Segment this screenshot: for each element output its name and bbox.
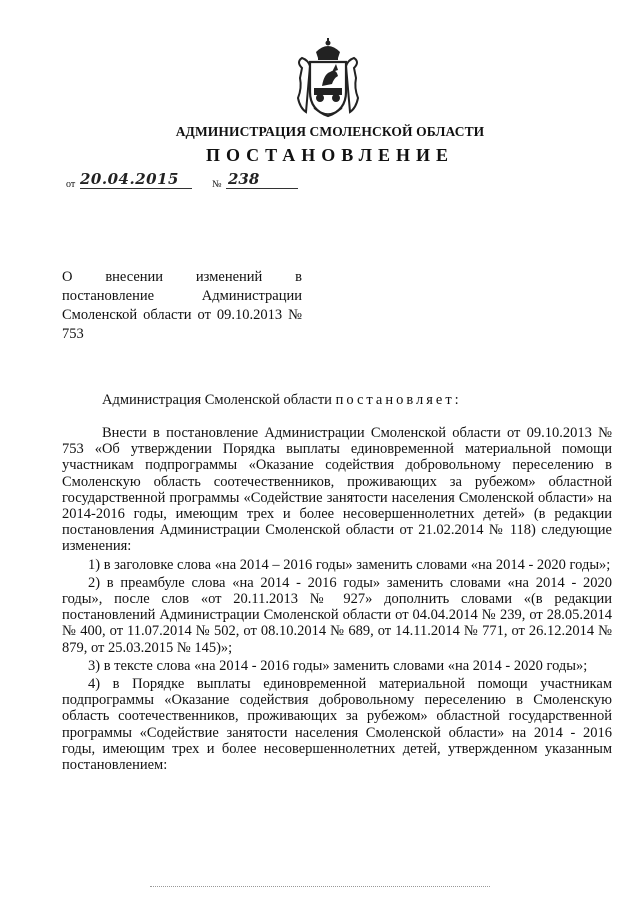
date-number-line	[66, 170, 306, 194]
date-underline	[80, 188, 192, 189]
document-subject: О внесении изменений в постановление Администрации Смоленской области от 09.10.2013 № 753	[62, 269, 302, 342]
date-label: от	[66, 179, 76, 190]
body-paragraph: 4) в Порядке выплаты единовременной материальной помощи участникам подпрограммы «Оказание содействия добровольному переселению в Смоленскую область соотечественников, проживающих за рубежом» областной государственной программы «Содействие занятости населения Смоленской области» на 2014 - 2016 годы, имеющим трех и более несовершеннолетних детей, утвержденном указанным постановлением:	[62, 676, 612, 774]
preamble-verb: постановляет:	[335, 392, 462, 408]
preamble	[102, 392, 462, 409]
number-label: №	[212, 179, 222, 190]
preamble-text: Администрация Смоленской области	[102, 392, 332, 408]
body-paragraph: 3) в тексте слова «на 2014 - 2016 годы» заменить словами «на 2014 - 2020 годы»;	[88, 657, 588, 674]
organization-title: АДМИНИСТРАЦИЯ СМОЛЕНСКОЙ ОБЛАСТИ	[175, 124, 485, 139]
document-type-title: ПОСТАНОВЛЕНИЕ	[205, 145, 455, 165]
body-paragraph: 1) в заголовке слова «на 2014 – 2016 годы» заменить словами «на 2014 - 2020 годы»;	[88, 556, 611, 573]
number-underline	[226, 188, 298, 189]
document-body	[62, 425, 612, 775]
body-paragraph: 2) в преамбуле слова «на 2014 - 2016 годы» заменить словами «на 2014 - 2020 годы», после слов «от 20.11.2013 № 927» дополнить словами «(в редакции постановлений Администрации Смоленской области от 04.04.2014 № 239, от 28.05.2014 № 400, от 11.07.2014 № 502, от 08.10.2014 № 689, от 14.11.2014 № 771, от 26.12.2014 № 879, от 25.03.2015 № 145)»;	[62, 574, 612, 656]
body-paragraph: Внести в постановление Администрации Смоленской области от 09.10.2013 № 753 «Об утверждении Порядка выплаты единовременной материальной помощи участникам подпрограммы «Оказание содействия добровольному переселению в Смоленскую область соотечественников, проживающих за рубежом» областной государственной программы «Содействие занятости населения Смоленской области» на 2014-2016 годы, имеющим трех и более несовершеннолетних детей» (в редакции постановления Администрации Смоленской области от 21.02.2014 № 118) следующие изменения:	[62, 425, 612, 555]
document-number: 238	[228, 170, 260, 188]
scan-footer-mark	[150, 886, 490, 889]
smolensk-coat-of-arms-icon	[292, 38, 364, 120]
document-date: 20.04.2015	[80, 170, 179, 188]
